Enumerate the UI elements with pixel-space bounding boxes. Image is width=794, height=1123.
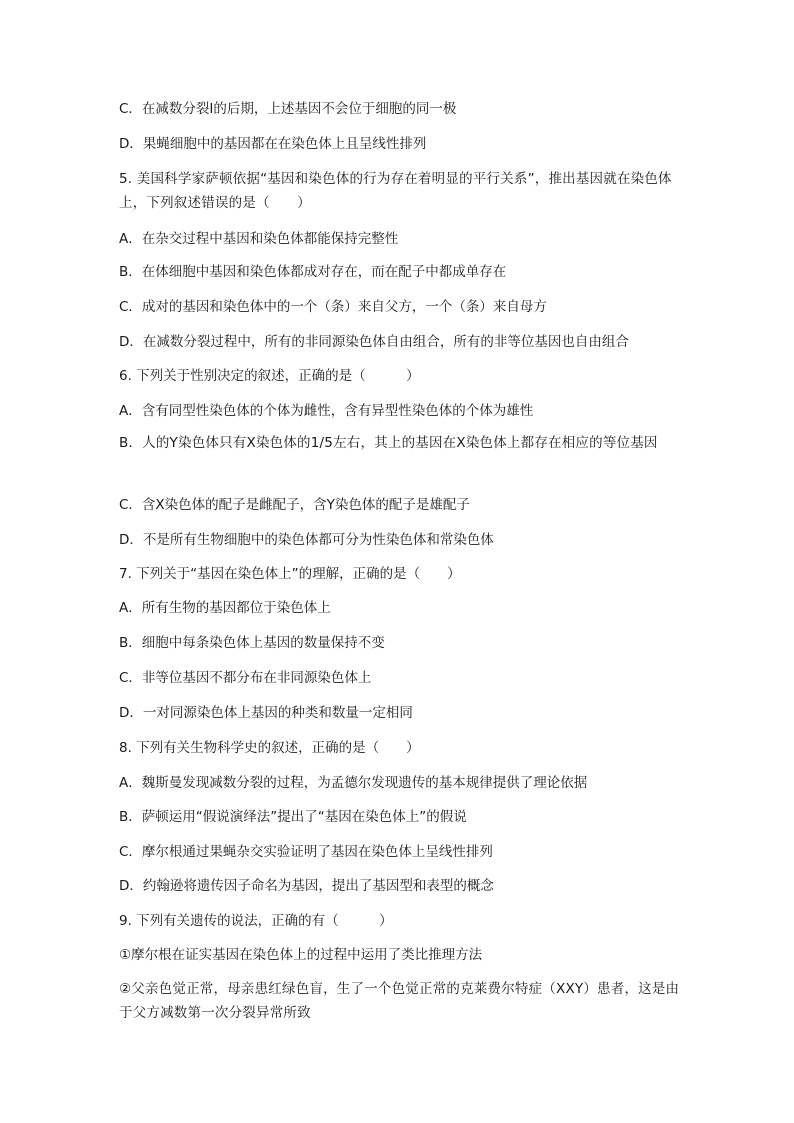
question-9: 9. 下列有关遗传的说法，正确的有（ ） (119, 913, 393, 929)
option-5c: C．成对的基因和染色体中的一个（条）来自父方，一个（条）来自母方 (119, 299, 547, 315)
option-7c: C．非等位基因不都分布在非同源染色体上 (119, 670, 372, 686)
option-8b: B．萨顿运用“假说演绎法”提出了“基因在染色体上”的假说 (119, 809, 467, 825)
option-7d: D．一对同源染色体上基因的种类和数量一定相同 (119, 705, 413, 721)
question-7: 7. 下列关于“基因在染色体上”的理解，正确的是（ ） (119, 566, 461, 582)
option-5d: D．在减数分裂过程中，所有的非同源染色体自由组合，所有的非等位基因也自由组合 (119, 334, 629, 350)
option-6a: A．含有同型性染色体的个体为雌性，含有异型性染色体的个体为雄性 (119, 403, 534, 419)
statement-9-2: ②父亲色觉正常，母亲患红绿色盲，生了一个色觉正常的克莱费尔特症（XXY）患者，这是由于父方减数第一次分裂异常所致 (119, 981, 680, 1021)
option-4d: D．果蝇细胞中的基因都在在染色体上且呈线性排列 (119, 136, 427, 152)
option-8a: A．魏斯曼发现减数分裂的过程，为孟德尔发现遗传的基本规律提供了理论依据 (119, 775, 588, 791)
option-7a: A．所有生物的基因都位于染色体上 (119, 600, 331, 616)
option-7b: B．细胞中每条染色体上基因的数量保持不变 (119, 635, 385, 651)
option-6d: D．不是所有生物细胞中的染色体都可分为性染色体和常染色体 (119, 532, 494, 548)
statement-9-1: ①摩尔根在证实基因在染色体上的过程中运用了类比推理方法 (119, 947, 483, 963)
option-5a: A．在杂交过程中基因和染色体都能保持完整性 (119, 231, 399, 247)
option-6c: C．含X染色体的配子是雌配子，含Y染色体的配子是雄配子 (119, 497, 470, 513)
option-5b: B．在体细胞中基因和染色体都成对存在，而在配子中都成单存在 (119, 264, 507, 280)
option-4c: C．在减数分裂Ⅰ的后期，上述基因不会位于细胞的同一极 (119, 101, 457, 117)
question-8: 8. 下列有关生物科学史的叙述，正确的是（ ） (119, 740, 420, 756)
option-6b: B．人的Y染色体只有X染色体的1/5左右，其上的基因在X染色体上都存在相应的等位基因 (119, 435, 658, 451)
question-5: 5. 美国科学家萨顿依据“基因和染色体的行为存在着明显的平行关系”，推出基因就在染色体上，下列叙述错误的是（ ） (119, 171, 672, 211)
option-8d: D．约翰逊将遗传因子命名为基因，提出了基因型和表型的概念 (119, 878, 494, 894)
option-8c: C．摩尔根通过果蝇杂交实验证明了基因在染色体上呈线性排列 (119, 844, 493, 860)
question-6: 6. 下列关于性别决定的叙述，正确的是（ ） (119, 368, 420, 384)
